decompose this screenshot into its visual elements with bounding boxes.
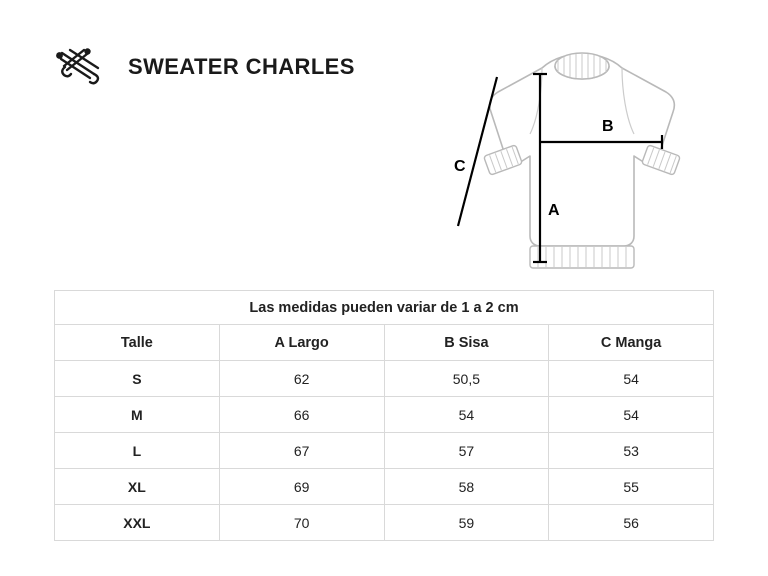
cell-manga: 54 xyxy=(549,361,714,397)
table-row xyxy=(55,397,714,433)
cell-talle: XL xyxy=(55,469,220,505)
safety-pins-icon xyxy=(54,46,114,88)
cell-sisa: 59 xyxy=(384,505,549,541)
cell-largo: 62 xyxy=(219,361,384,397)
cell-manga: 54 xyxy=(549,397,714,433)
table-row xyxy=(55,505,714,541)
cell-sisa: 50,5 xyxy=(384,361,549,397)
table-caption-row xyxy=(55,291,714,325)
cell-largo: 69 xyxy=(219,469,384,505)
column-header-manga: C Manga xyxy=(549,325,714,361)
table-row xyxy=(55,433,714,469)
cell-manga: 55 xyxy=(549,469,714,505)
dimension-label-a: A xyxy=(548,202,560,219)
cell-manga: 53 xyxy=(549,433,714,469)
column-header-largo: A Largo xyxy=(219,325,384,361)
table-header-row xyxy=(55,325,714,361)
cell-talle: L xyxy=(55,433,220,469)
sweater-illustration xyxy=(430,30,700,280)
table-row xyxy=(55,361,714,397)
size-table xyxy=(54,290,714,541)
table-caption: Las medidas pueden variar de 1 a 2 cm xyxy=(55,291,714,325)
cell-sisa: 54 xyxy=(384,397,549,433)
cell-largo: 70 xyxy=(219,505,384,541)
cell-manga: 56 xyxy=(549,505,714,541)
cell-sisa: 58 xyxy=(384,469,549,505)
page-title: SWEATER CHARLES xyxy=(128,54,355,79)
cell-sisa: 57 xyxy=(384,433,549,469)
cell-talle: M xyxy=(55,397,220,433)
column-header-talle: Talle xyxy=(55,325,220,361)
cell-largo: 66 xyxy=(219,397,384,433)
cell-talle: S xyxy=(55,361,220,397)
table-row xyxy=(55,469,714,505)
column-header-sisa: B Sisa xyxy=(384,325,549,361)
brand-header xyxy=(54,46,355,88)
cell-talle: XXL xyxy=(55,505,220,541)
cell-largo: 67 xyxy=(219,433,384,469)
dimension-label-b: B xyxy=(602,118,614,135)
dimension-label-c: C xyxy=(454,158,466,175)
